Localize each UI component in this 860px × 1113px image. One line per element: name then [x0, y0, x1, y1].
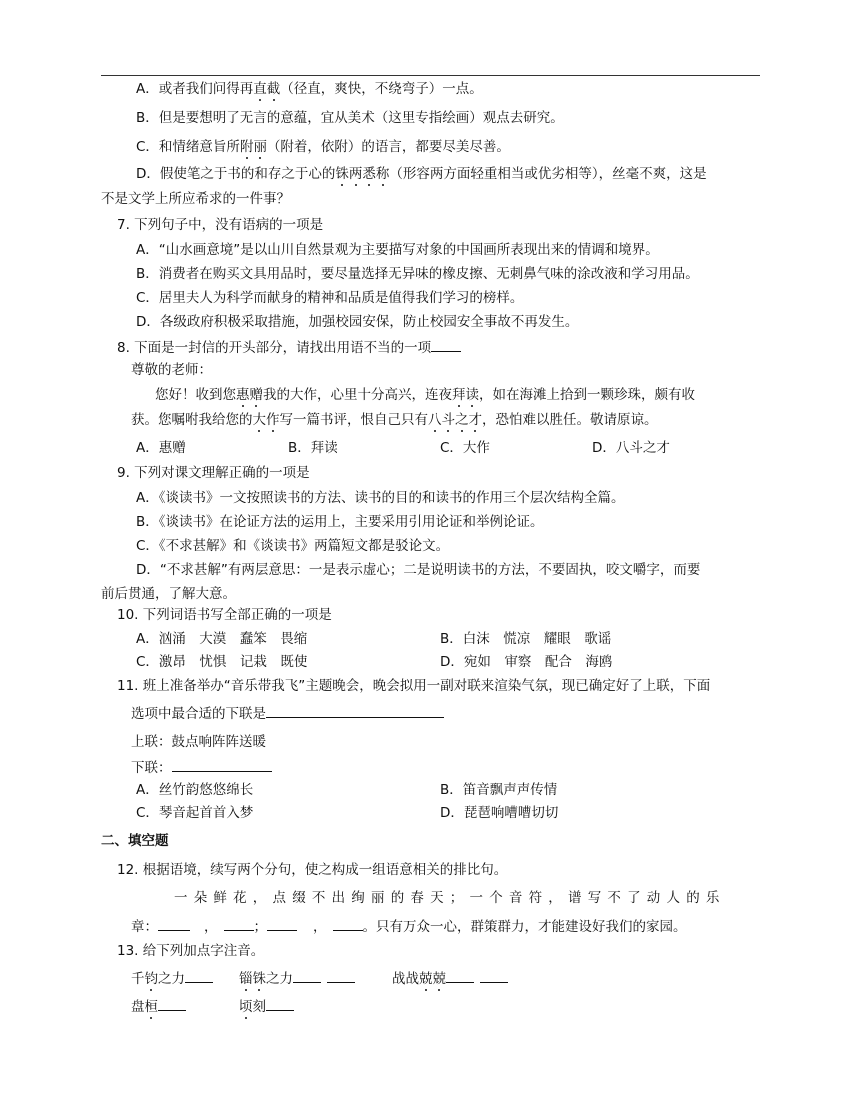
q7-option-c[interactable]: C．居里夫人为科学而献身的精神和品质是值得我们学习的榜样。: [136, 290, 524, 306]
q6-option-a[interactable]: A．或者我们问得再直截（径直，爽快，不绕弯子）一点。: [136, 81, 483, 97]
q7-option-a[interactable]: A．“山水画意境”是以山川自然景观为主要描写对象的中国画所表现出来的情调和境界。: [136, 242, 659, 258]
q13-word-2: 锱铢之力: [239, 968, 355, 988]
q11-stem: 11. 班上准备举办“音乐带我飞”主题晚会，晚会拟用一副对联来渲染气氛，现已确定好了上联，下面: [117, 678, 711, 694]
q13-word-1: 千钧之力: [131, 968, 213, 988]
q12-blank-2[interactable]: [224, 916, 254, 931]
section-title-fill-blank: 二、填空题: [101, 833, 169, 849]
q13-word-3: 战战兢兢: [392, 968, 508, 988]
q9-option-a[interactable]: A．《谈读书》一文按照读书的方法、读书的目的和读书的作用三个层次结构全篇。: [136, 490, 625, 506]
q9-option-c[interactable]: C．《不求甚解》和《谈读书》两篇短文都是驳论文。: [136, 538, 450, 554]
q8-salutation: 尊敬的老师：: [131, 362, 212, 378]
q13-blank-7[interactable]: [266, 996, 294, 1011]
q12-line1: 一朵鲜花，点缀不出绚丽的春天；一个音符，谱写不了动人的乐: [174, 890, 726, 906]
q11-option-d[interactable]: D．琵琶响嘈嘈切切: [440, 805, 559, 821]
q10-option-a[interactable]: A．汹涌 大漠 蠢笨 畏缩: [136, 631, 308, 647]
q8-option-b[interactable]: B．拜读: [288, 440, 338, 456]
q10-option-c[interactable]: C．激昂 忧惧 记栽 既使: [136, 654, 308, 670]
q11-option-b[interactable]: B．笛音飘声声传情: [440, 782, 558, 798]
q11-answer-blank[interactable]: [266, 703, 444, 718]
q13-blank-4[interactable]: [446, 968, 474, 983]
q13-blank-6[interactable]: [158, 996, 186, 1011]
q13-stem: 13. 给下列加点字注音。: [117, 943, 265, 959]
q9-option-d-line2: 前后贯通，了解大意。: [101, 586, 236, 602]
q12-stem: 12. 根据语境，续写两个分句，使之构成一组语意相关的排比句。: [117, 862, 508, 878]
q13-blank-3[interactable]: [327, 968, 355, 983]
q6-option-d[interactable]: D．假使笔之于书的和存之于心的铢两悉称（形容两方面轻重相当或优劣相等），丝毫不爽，这是: [136, 166, 707, 182]
q12-blank-1[interactable]: [158, 916, 190, 931]
q8-option-a[interactable]: A．惠赠: [136, 440, 186, 456]
q10-option-b[interactable]: B．白沫 慌凉 耀眼 歌谣: [440, 631, 612, 647]
q8-letter-line1: 您好！收到您惠赠我的大作，心里十分高兴，连夜拜读，如在海滩上拾到一颗珍珠，颇有收: [155, 387, 695, 403]
q13-blank-5[interactable]: [480, 968, 508, 983]
q8-option-d[interactable]: D．八斗之才: [592, 440, 670, 456]
q6-option-b[interactable]: B．但是要想明了无言的意蕴，宜从美术（这里专指绘画）观点去研究。: [136, 110, 564, 126]
q8-letter-line2: 获。您嘱咐我给您的大作写一篇书评，恨自己只有八斗之才，恐怕难以胜任。敬请原谅。: [131, 412, 658, 428]
q11-option-c[interactable]: C．琴音起首首入梦: [136, 805, 254, 821]
q7-option-b[interactable]: B．消费者在购买文具用品时，要尽量选择无异味的橡皮擦、无刺鼻气味的涂改液和学习用品。: [136, 266, 699, 282]
q10-option-d[interactable]: D．宛如 审察 配合 海鸥: [440, 654, 613, 670]
q9-stem: 9. 下列对课文理解正确的一项是: [117, 465, 310, 481]
header-rule: [101, 75, 760, 76]
q12-blank-3[interactable]: [267, 916, 297, 931]
q6-option-c[interactable]: C．和情绪意旨所附丽（附着，依附）的语言，都要尽美尽善。: [136, 139, 510, 155]
q13-blank-1[interactable]: [185, 968, 213, 983]
q8-answer-blank[interactable]: [431, 337, 461, 352]
q12-line2: 章： ， ； ， 。只有万众一心，群策群力，才能建设好我们的家园。: [131, 916, 687, 936]
q8-option-c[interactable]: C．大作: [440, 440, 490, 456]
q6-option-d-line2: 不是文学上所应希求的一件事？: [101, 191, 290, 207]
q11-upper-couplet: 上联：鼓点响阵阵送暖: [131, 734, 266, 750]
q11-lower-couplet: 下联：: [131, 757, 272, 777]
q13-blank-2[interactable]: [293, 968, 321, 983]
q9-option-b[interactable]: B．《谈读书》在论证方法的运用上，主要采用引用论证和举例论证。: [136, 514, 544, 530]
q11-lower-blank[interactable]: [172, 757, 272, 772]
q11-option-a[interactable]: A．丝竹韵悠悠绵长: [136, 782, 254, 798]
q12-blank-4[interactable]: [333, 916, 363, 931]
q13-word-5: 顷刻: [239, 996, 294, 1016]
q9-option-d[interactable]: D．“不求甚解”有两层意思：一是表示虚心；二是说明读书的方法，不要固执，咬文嚼字，而要: [136, 562, 701, 578]
q13-word-4: 盘桓: [131, 996, 186, 1016]
q11-stem-line2: 选项中最合适的下联是: [131, 703, 444, 723]
q7-option-d[interactable]: D．各级政府积极采取措施，加强校园安保，防止校园安全事故不再发生。: [136, 314, 579, 330]
q8-stem: 8. 下面是一封信的开头部分，请找出用语不当的一项: [117, 337, 461, 357]
q7-stem: 7. 下列句子中，没有语病的一项是: [117, 217, 324, 233]
q10-stem: 10. 下列词语书写全部正确的一项是: [117, 607, 332, 623]
